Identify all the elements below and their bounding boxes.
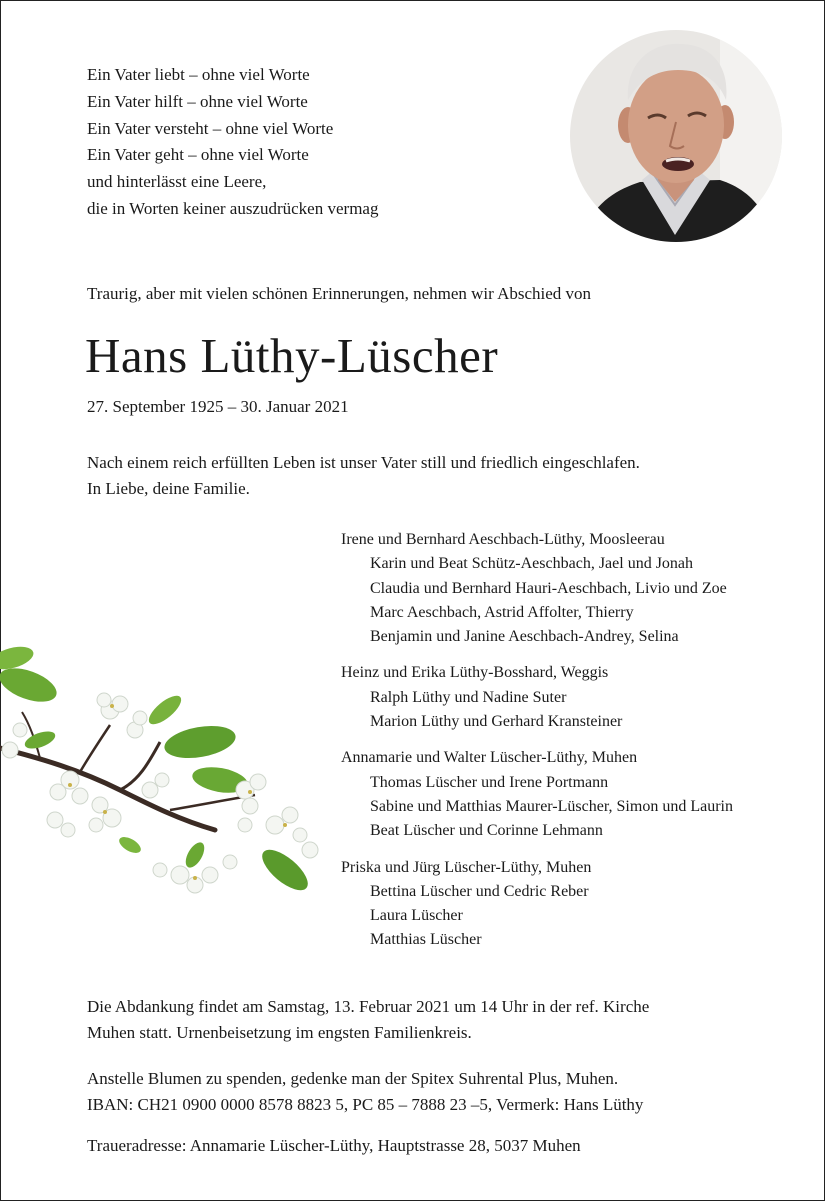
family-member: Matthias Lüscher [370, 931, 482, 949]
donation-info-line: Anstelle Blumen zu spenden, gedenke man der Spitex Suhrental Plus, Muhen. [87, 1069, 619, 1088]
message-line: Nach einem reich erfüllten Leben ist unser Vater still und friedlich eingeschlafen. [87, 453, 640, 472]
funeral-info-line: Die Abdankung findet am Samstag, 13. Februar 2021 um 14 Uhr in der ref. Kirche [87, 997, 650, 1016]
blossom-branch-image [0, 630, 335, 920]
poem-line: Ein Vater versteht – ohne viel Worte [87, 118, 334, 138]
deceased-name: Hans Lüthy-Lüscher [85, 328, 499, 383]
family-group-head: Heinz und Erika Lüthy-Bosshard, Weggis [341, 664, 609, 682]
family-member: Bettina Lüscher und Cedric Reber [370, 882, 589, 900]
family-group-head: Annamarie und Walter Lüscher-Lüthy, Muhen [341, 749, 638, 767]
donation-info-line: IBAN: CH21 0900 0000 8578 8823 5, PC 85 – 7888 23 –5, Vermerk: Hans Lüthy [87, 1095, 644, 1114]
message-line: In Liebe, deine Familie. [87, 479, 250, 498]
poem [87, 62, 378, 223]
poem-line: Ein Vater liebt – ohne viel Worte [87, 65, 310, 84]
family-member: Beat Lüscher und Corinne Lehmann [370, 822, 603, 840]
poem-line: Ein Vater geht – ohne viel Worte [87, 145, 309, 165]
funeral-info-line: Muhen statt. Urnenbeisetzung im engsten Familienkreis. [87, 1023, 472, 1042]
family-member: Ralph Lüthy und Nadine Suter [370, 688, 567, 706]
family-member: Benjamin und Janine Aeschbach-Andrey, Selina [370, 628, 679, 646]
farewell-intro: Traurig, aber mit vielen schönen Erinnerungen, nehmen wir Abschied von [87, 284, 592, 303]
poem-line: und hinterlässt eine Leere, [87, 172, 267, 192]
poem-line: die in Worten keiner auszudrücken vermag [87, 198, 379, 218]
family-group-head: Priska und Jürg Lüscher-Lüthy, Muhen [341, 858, 592, 876]
family-group [341, 746, 733, 843]
family-member: Karin und Beat Schütz-Aeschbach, Jael und Jonah [370, 555, 694, 573]
family-member: Marion Lüthy und Gerhard Kransteiner [370, 713, 623, 731]
donation-info [87, 1066, 643, 1118]
mourners-list [341, 528, 733, 965]
family-member: Claudia und Bernhard Hauri-Aeschbach, Livio und Zoe [370, 579, 727, 597]
family-group-head: Irene und Bernhard Aeschbach-Lüthy, Moosleerau [341, 531, 665, 548]
family-group [341, 856, 733, 953]
poem-line: Ein Vater hilft – ohne viel Worte [87, 91, 308, 111]
family-member: Marc Aeschbach, Astrid Affolter, Thierry [370, 603, 634, 621]
family-member: Sabine und Matthias Maurer-Lüscher, Simon und Laurin [370, 797, 733, 815]
mourning-address: Traueradresse: Annamarie Lüscher-Lüthy, Hauptstrasse 28, 5037 Muhen [87, 1136, 581, 1155]
family-message [87, 450, 640, 502]
portrait-photo [570, 30, 782, 242]
family-member: Thomas Lüscher und Irene Portmann [370, 773, 609, 791]
funeral-info [87, 994, 649, 1046]
family-member: Laura Lüscher [370, 907, 463, 925]
family-group [341, 528, 733, 649]
life-dates: 27. September 1925 – 30. Januar 2021 [87, 397, 349, 416]
family-group [341, 661, 733, 734]
